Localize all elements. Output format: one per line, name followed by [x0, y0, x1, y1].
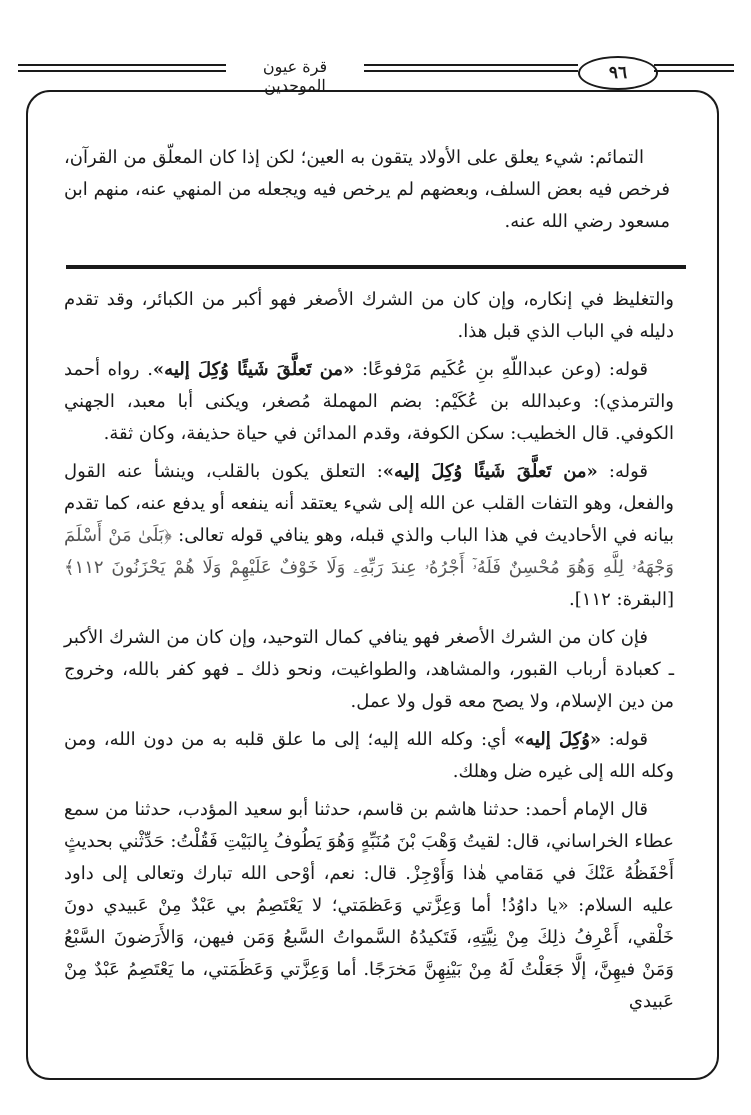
paragraph-4: فإن كان من الشرك الأصغر فهو ينافي كمال التوحيد، وإن كان من الشرك الأكبر ـ كعبادة أرباب القبور، والمشاهد، والطواغيت، ونحو ذلك ـ فهو كفر بالله، وخروج من دين الإسلام، ولا يصح معه قول ولا عمل.	[64, 627, 674, 712]
page-header	[0, 0, 751, 100]
hadith-quote-2: «من تَعلَّقَ شَيئًا وُكِلَ إليه»	[382, 461, 598, 482]
paragraph-2-rest: . رواه أحمد والترمذي): وعبدالله بن عُكَيْم: بضم المهملة مُصغر، ويكنى أبا معبد، الجهني الكوفي. قال الخطيب: سكن الكوفة، وقدم المدائن في حياة حذيفة، وكان ثقة.	[64, 359, 674, 444]
book-title: قرة عيون الموحدين	[262, 57, 328, 95]
paragraph-3-rest: : التعلق يكون بالقلب، وينشأ عنه القول والفعل، وهو التفات القلب عن الله إلى شيء يعتقد أنه ينفعه أو يدفع عنه، كما تقدم بيانه في الأحاديث في هذا الباب والذي قبله، وهو ينافي قوله تعالى:	[64, 461, 674, 546]
footnote-divider	[66, 265, 686, 269]
header-rule-middle-top	[364, 64, 578, 66]
hadith-quote: «من تَعلَّقَ شَيئًا وُكِلَ إليه»	[152, 359, 355, 380]
header-rule-left-top	[18, 64, 226, 66]
paragraph-2	[64, 354, 674, 450]
header-rule-left-bottom	[18, 70, 226, 72]
paragraph-6: قال الإمام أحمد: حدثنا هاشم بن قاسم، حدثنا أبو سعيد المؤدب، حدثنا من سمع عطاء الخراساني، قال: لقيتُ وَهْبَ بْنَ مُنَبِّهٍ وَهُوَ يَطُوفُ بِالبَيْتِ فَقُلْتُ: حَدِّثْني بحديثٍ أَحْفَظُهُ عَنْكَ في مَقامي هٰذا وَأَوْجِزْ. قال: نعم، أوْحى الله تبارك وتعالى إلى داود عليه السلام: «يا داوُدُ! أما وَعِزَّتي وَعَظمَتي؛ لا يَعْتَصِمُ بي عَبْدٌ مِنْ عَبيدي دونَ خَلْقي، أَعْرِفُ ذلِكَ مِنْ نِيَّتِهِ، فَتَكيدُهُ السَّمواتُ السَّبعُ وَمَن فيهن، وَالأَرَضونَ السَّبْعُ وَمَنْ فيهِنَّ، إلَّا جَعَلْتُ لَهُ مِنْ بَيْنِهِنَّ مَخرَجًا. أما وَعِزَّتي وَعَظَمَتي، ما يَعْتَصِمُ عَبْدٌ مِنْ عَبيدي	[64, 799, 674, 1012]
hadith-quote-3: «وُكِلَ إليه»	[513, 729, 602, 750]
header-rule-middle-bottom	[364, 70, 578, 72]
footnote-text: التمائم: شيء يعلق على الأولاد يتقون به العين؛ لكن إذا كان المعلّق من القرآن، فرخص فيه بعض السلف، وبعضهم لم يرخص فيه ويجعله من المنهي عنه، منهم ابن مسعود رضي الله عنه.	[64, 147, 670, 232]
paragraph-1: والتغليظ في إنكاره، وإن كان من الشرك الأصغر فهو أكبر من الكبائر، وقد تقدم دليله في الباب الذي قبل هذا.	[64, 289, 674, 342]
page-number: ٩٦	[578, 56, 658, 90]
quran-verse: ﴿بَلَىٰ مَنْ أَسْلَمَ وَجْهَهُۥ لِلَّهِ وَهُوَ مُحْسِنٌ فَلَهُۥٓ أَجْرُهُۥ عِندَ رَبِّهِۦ وَلَا خَوْفٌ عَلَيْهِمْ وَلَا هُمْ يَحْزَنُونَ ١١٢﴾	[64, 525, 674, 578]
paragraph-5-rest: أي: وكله الله إليه؛ إلى ما علق قلبه به من دون الله، ومن وكله الله إلى غيره ضل وهلك.	[64, 729, 674, 782]
main-text	[64, 284, 674, 1024]
paragraph-2-intro: قوله: (وعن عبداللّهِ بنِ عُكَيم مَرْفوعًا:	[354, 359, 649, 380]
paragraph-3-intro: قوله:	[597, 461, 649, 482]
paragraph-5	[64, 724, 674, 788]
paragraph-3	[64, 456, 674, 616]
header-rule-right-top	[654, 64, 734, 66]
paragraph-5-intro: قوله:	[601, 729, 648, 750]
footnote-block	[64, 142, 670, 244]
header-rule-right-bottom	[654, 70, 734, 72]
quran-reference: [البقرة: ١١٢].	[569, 589, 674, 610]
